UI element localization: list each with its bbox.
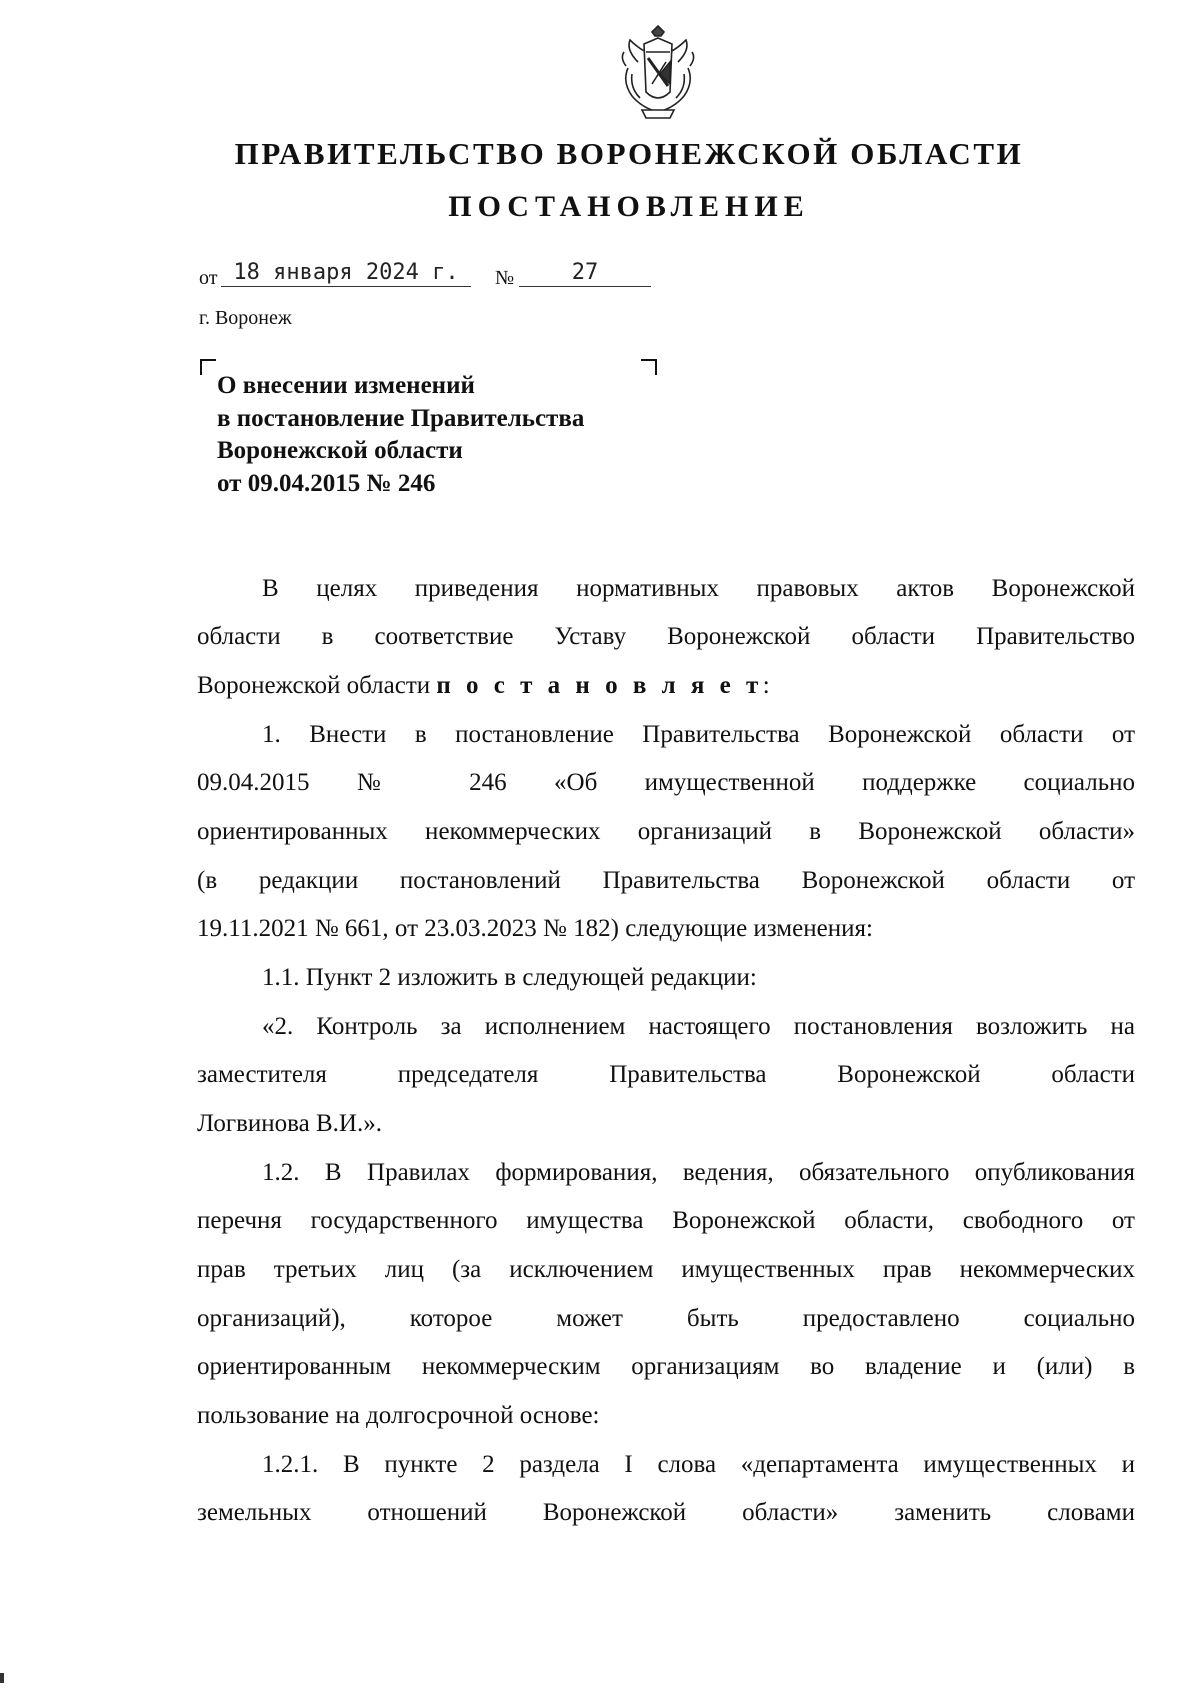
body-line: 19.11.2021 № 661, от 23.03.2023 № 182) следующие изменения:	[197, 915, 873, 942]
body-line: прав третьих лиц (за исключением имущественных прав некоммерческих	[197, 1256, 1135, 1283]
coat-of-arms-emblem	[608, 22, 708, 122]
corner-mark-left	[200, 359, 216, 375]
body-line: Логвинова В.И.».	[197, 1110, 382, 1137]
decree-verb: п о с т а н о в л я е т	[436, 672, 763, 699]
body-line: 1.1. Пункт 2 изложить в следующей редакции:	[262, 964, 757, 991]
body-line: ориентированным некоммерческим организациям во владение и (или) в	[197, 1353, 1135, 1380]
body-line: 1.2.1. В пункте 2 раздела I слова «департамента имущественных и	[262, 1451, 1135, 1478]
body-line: перечня государственного имущества Воронежской области, свободного от	[197, 1207, 1135, 1234]
subject-line: от 09.04.2015 № 246	[217, 469, 436, 497]
government-title: ПРАВИТЕЛЬСТВО ВОРОНЕЖСКОЙ ОБЛАСТИ	[234, 136, 1024, 171]
subject-line: в постановление Правительства	[217, 404, 585, 432]
subject-line: О внесении изменений	[217, 372, 475, 399]
body-line	[197, 671, 1135, 701]
body-line: В целях приведения нормативных правовых актов Воронежской	[262, 575, 1135, 602]
city-label: г. Воронеж	[199, 307, 292, 329]
subject-line: Воронежской области	[217, 437, 463, 464]
body-line: 1.2. В Правилах формирования, ведения, обязательного опубликования	[262, 1159, 1135, 1186]
document-number: 27	[519, 260, 651, 287]
document-subject	[217, 370, 584, 500]
scan-edge-mark	[0, 1673, 4, 1683]
body-line: 09.04.2015 № 246 «Об имущественной поддержке социально	[197, 769, 1135, 796]
body-line: области в соответствие Уставу Воронежской области Правительство	[197, 623, 1135, 650]
from-label: от	[199, 267, 218, 289]
body-line: 1. Внести в постановление Правительства Воронежской области от	[262, 721, 1135, 748]
body-line: (в редакции постановлений Правительства Воронежской области от	[197, 867, 1135, 894]
document-type-title: ПОСТАНОВЛЕНИЕ	[448, 190, 810, 223]
body-line: земельных отношений Воронежской области» заменить словами	[197, 1499, 1135, 1526]
date-number-line	[199, 253, 659, 293]
body-line: ориентированных некоммерческих организаций в Воронежской области»	[197, 818, 1135, 845]
body-text: Воронежской области	[197, 672, 437, 699]
coat-of-arms-icon	[608, 22, 708, 122]
number-label: №	[495, 267, 515, 289]
corner-mark-right	[641, 359, 657, 375]
body-line: пользование на долгосрочной основе:	[197, 1402, 600, 1429]
body-line: «2. Контроль за исполнением настоящего постановления возложить на	[262, 1013, 1135, 1040]
body-line: организаций), которое может быть предоставлено социально	[197, 1305, 1135, 1332]
body-text: :	[762, 672, 770, 699]
document-date: 18 января 2024 г.	[221, 260, 471, 287]
body-line: заместителя председателя Правительства Воронежской области	[197, 1061, 1135, 1088]
